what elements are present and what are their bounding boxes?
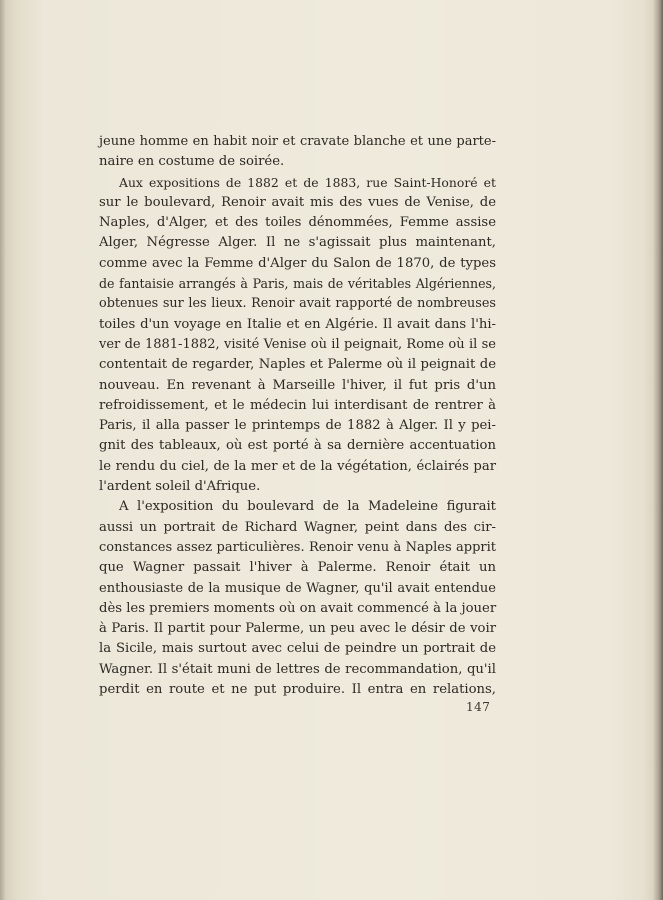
text-line: obtenues sur les lieux. Renoir avait rapporté de nombreuses [99, 296, 496, 312]
text-line: Aux expositions de 1882 et de 1883, rue Saint-Honoré et [119, 174, 496, 190]
text-line: Naples, d'Alger, et des toiles dénommées, Femme assise [99, 215, 496, 231]
text-line: l'ardent soleil d'Afrique. [99, 479, 261, 495]
text-line: sur le boulevard, Renoir avait mis des vues de Venise, de [99, 194, 496, 210]
text-line: la Sicile, mais surtout avec celui de peindre un portrait de [99, 641, 496, 657]
text-line: de fantaisie arrangés à Paris, mais de véritables Algériennes, [99, 276, 496, 292]
body-text [99, 132, 496, 700]
page-number: 147 [466, 700, 491, 714]
text-line: Wagner. Il s'était muni de lettres de recommandation, qu'il [99, 661, 496, 677]
text-line: comme avec la Femme d'Alger du Salon de 1870, de types [99, 255, 496, 271]
text-line: dès les premiers moments où on avait commencé à la jouer [99, 600, 497, 616]
text-line: contentait de regarder, Naples et Palerme où il peignait de [99, 357, 496, 373]
text-line: à Paris. Il partit pour Palerme, un peu avec le désir de voir [99, 621, 496, 637]
page-left-shadow [0, 0, 6, 900]
page-right-edge [653, 0, 663, 900]
text-line: Alger, Négresse Alger. Il ne s'agissait plus maintenant, [99, 235, 496, 251]
text-line: toiles d'un voyage en Italie et en Algérie. Il avait dans l'hi- [99, 316, 496, 332]
text-line: constances assez particulières. Renoir venu à Naples apprit [99, 539, 496, 555]
text-line: aussi un portrait de Richard Wagner, peint dans des cir- [99, 519, 496, 535]
text-line: Paris, il alla passer le printemps de 1882 à Alger. Il y pei- [99, 418, 496, 434]
text-line: A l'exposition du boulevard de la Madeleine figurait [119, 499, 496, 515]
text-line: refroidissement, et le médecin lui interdisant de rentrer à [99, 397, 496, 413]
text-line: jeune homme en habit noir et cravate blanche et une parte- [99, 134, 496, 149]
text-line: ver de 1881-1882, visité Venise où il peignait, Rome où il se [99, 336, 496, 352]
text-line: enthousiaste de la musique de Wagner, qu'il avait entendue [99, 580, 496, 596]
text-line: que Wagner passait l'hiver à Palerme. Renoir était un [99, 560, 496, 576]
text-line: le rendu du ciel, de la mer et de la végétation, éclairés par [99, 458, 496, 474]
text-line: nouveau. En revenant à Marseille l'hiver, il fut pris d'un [99, 377, 496, 393]
text-line: naire en costume de soirée. [99, 154, 285, 170]
text-line: gnit des tableaux, où est porté à sa dernière accentuation [99, 438, 496, 454]
text-line: perdit en route et ne put produire. Il entra en relations, [99, 682, 496, 698]
